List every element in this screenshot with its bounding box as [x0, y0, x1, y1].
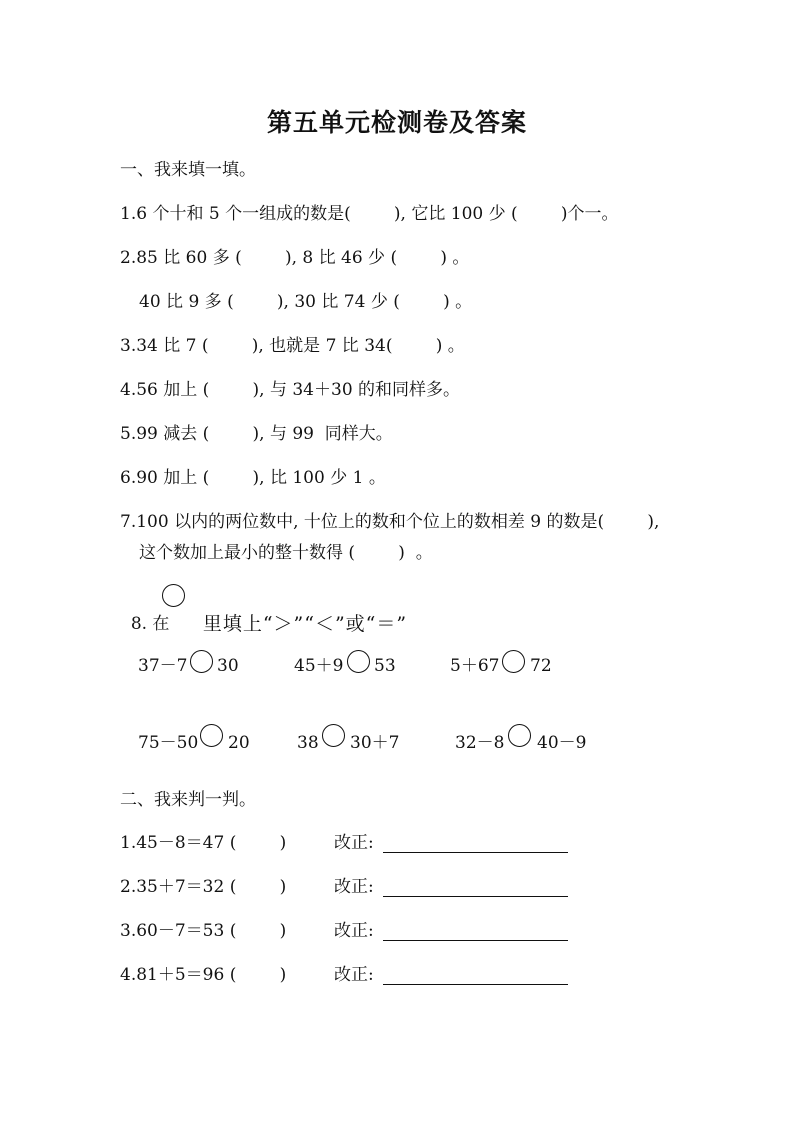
judge-3-expression: 3.60－7＝53 ( ): [120, 921, 287, 941]
question-8-suffix-wrap: [192, 588, 407, 637]
question-5: 5.99 减去 ( ), 与 99 同样大。: [120, 424, 393, 444]
comparison-4-circle[interactable]: [200, 724, 223, 747]
question-6: 6.90 加上 ( ), 比 100 少 1 。: [120, 468, 386, 488]
section-1-heading: 一、我来填一填。: [120, 160, 256, 180]
question-3: 3.34 比 7 ( ), 也就是 7 比 34( ) 。: [120, 336, 465, 356]
judge-3-label: 改正:: [334, 921, 374, 941]
page-title: 第五单元检测卷及答案: [266, 108, 527, 137]
question-8-prefix: 8. 在: [130, 614, 170, 634]
comparison-6-left: 32－8: [455, 733, 505, 753]
comparison-2-left: 45＋9: [294, 656, 344, 676]
judge-4-label: 改正:: [334, 965, 374, 985]
judge-4-answer-blank[interactable]: [383, 983, 568, 985]
comparison-3-right: 72: [530, 656, 552, 676]
question-4: 4.56 加上 ( ), 与 34＋30 的和同样多。: [120, 380, 461, 400]
comparison-5-right: 30＋7: [350, 733, 400, 753]
comparison-1-right: 30: [217, 656, 239, 676]
comparison-4-left: 75－50: [138, 733, 199, 753]
comparison-5-circle[interactable]: [322, 724, 345, 747]
comparison-6-circle[interactable]: [508, 724, 531, 747]
comparison-3-circle[interactable]: [502, 650, 525, 673]
comparison-6-right: 40－9: [537, 733, 587, 753]
comparison-1-circle[interactable]: [190, 650, 213, 673]
comparison-5-left: 38: [297, 733, 319, 753]
question-7b: 这个数加上最小的整十数得 ( ) 。: [139, 543, 433, 563]
judge-1-expression: 1.45－8＝47 ( ): [120, 833, 287, 853]
judge-1-label: 改正:: [334, 833, 374, 853]
judge-2-label: 改正:: [334, 877, 374, 897]
circle-icon: [162, 584, 185, 607]
judge-4-expression: 4.81＋5＝96 ( ): [120, 965, 287, 985]
judge-1-answer-blank[interactable]: [383, 851, 568, 853]
comparison-2-circle[interactable]: [347, 650, 370, 673]
question-2b: 40 比 9 多 ( ), 30 比 74 少 ( ) 。: [139, 292, 473, 312]
comparison-2-right: 53: [374, 656, 396, 676]
judge-3-answer-blank[interactable]: [383, 939, 568, 941]
question-8-suffix: 里填上“＞”“＜”或“＝”: [202, 613, 408, 635]
question-2a: 2.85 比 60 多 ( ), 8 比 46 少 ( ) 。: [120, 248, 470, 268]
comparison-1-left: 37－7: [138, 656, 188, 676]
judge-2-expression: 2.35＋7＝32 ( ): [120, 877, 287, 897]
comparison-4-right: 20: [228, 733, 250, 753]
judge-2-answer-blank[interactable]: [383, 895, 568, 897]
question-7a: 7.100 以内的两位数中, 十位上的数和个位上的数相差 9 的数是( ),: [120, 512, 660, 532]
comparison-3-left: 5＋67: [450, 656, 500, 676]
question-1: 1.6 个十和 5 个一组成的数是( ), 它比 100 少 ( )个一。: [120, 204, 619, 224]
section-2-heading: 二、我来判一判。: [120, 790, 256, 810]
